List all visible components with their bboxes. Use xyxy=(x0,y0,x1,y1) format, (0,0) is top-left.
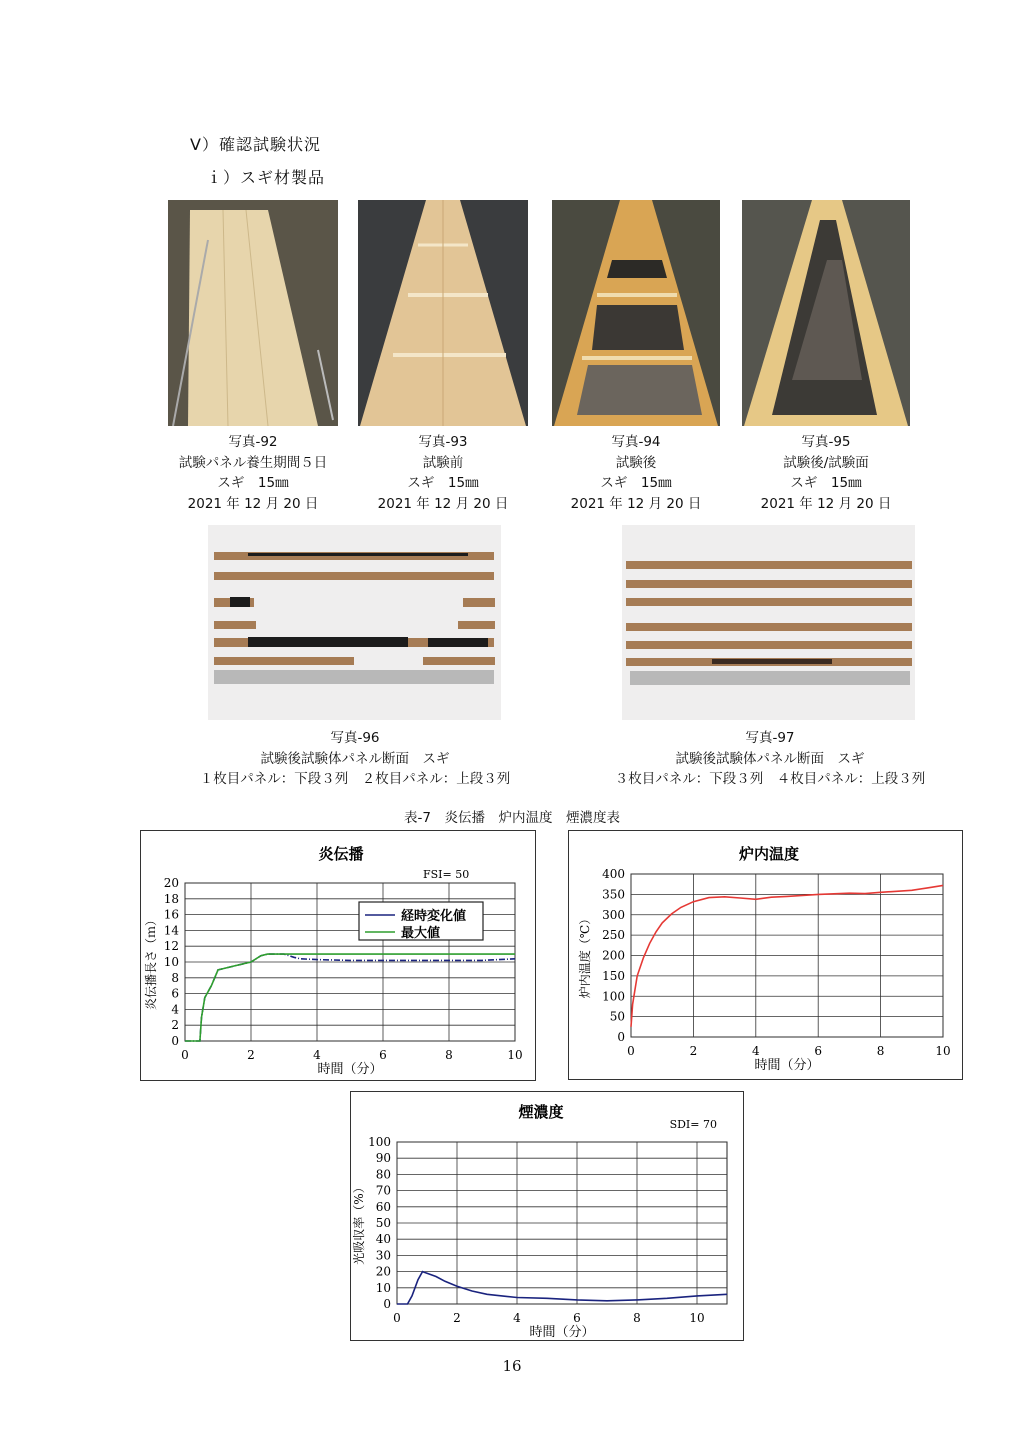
chart-title: 炉内温度 xyxy=(738,845,800,863)
photo-93-image xyxy=(358,200,528,426)
y-tick-label: 20 xyxy=(375,1264,391,1279)
y-tick-label: 100 xyxy=(368,1135,391,1149)
chart-title: 煙濃度 xyxy=(518,1103,564,1121)
caption-95-l2: スギ 15㎜ xyxy=(790,475,862,491)
subsection-heading: ｉ）スギ材製品 xyxy=(206,168,326,187)
photo-92-image xyxy=(168,200,338,426)
caption-94-no: 写真-94 xyxy=(611,434,661,450)
x-tick-label: 10 xyxy=(935,1044,951,1058)
caption-96-l2: １枚目パネル：下段３列 ２枚目パネル：上段３列 xyxy=(199,771,511,787)
chart-furnace-temp xyxy=(568,830,963,1080)
x-axis-label: 時間（分） xyxy=(317,1062,383,1077)
caption-96-l1: 試験後試験体パネル断面 スギ xyxy=(260,750,450,767)
chart-annotation: FSI= 50 xyxy=(423,868,470,881)
y-tick-label: 14 xyxy=(163,923,179,938)
y-tick-label: 12 xyxy=(163,939,179,954)
caption-97-l1: 試験後試験体パネル断面 スギ xyxy=(675,750,865,767)
chart-smoke-density xyxy=(350,1091,744,1341)
caption-95 xyxy=(742,432,910,514)
y-tick-label: 0 xyxy=(383,1297,391,1311)
chart-flame-spread-svg xyxy=(141,831,535,1080)
caption-93-no: 写真-93 xyxy=(418,434,468,450)
y-tick-label: 50 xyxy=(375,1216,391,1230)
y-tick-label: 40 xyxy=(375,1232,391,1247)
caption-92-l2: スギ 15㎜ xyxy=(217,475,289,491)
x-tick-label: 2 xyxy=(689,1044,698,1058)
caption-92-l3: 2021 年 12 月 20 日 xyxy=(187,495,319,512)
photo-94-image xyxy=(552,200,720,426)
y-tick-label: 0 xyxy=(171,1034,179,1048)
caption-97-no: 写真-97 xyxy=(745,730,795,746)
x-tick-label: 0 xyxy=(627,1044,635,1058)
y-tick-label: 150 xyxy=(602,968,625,983)
legend-label: 経時変化値 xyxy=(401,909,467,924)
y-tick-label: 60 xyxy=(375,1199,391,1214)
caption-94 xyxy=(552,432,720,514)
caption-93-l3: 2021 年 12 月 20 日 xyxy=(377,495,509,512)
caption-92-l1: 試験パネル養生期間５日 xyxy=(178,454,328,471)
y-tick-label: 2 xyxy=(171,1018,179,1033)
x-tick-label: 8 xyxy=(445,1048,453,1062)
photo-97 xyxy=(622,525,915,720)
x-tick-label: 0 xyxy=(181,1048,189,1062)
y-tick-label: 200 xyxy=(602,948,625,963)
page-number: 16 xyxy=(502,1357,522,1375)
x-tick-label: 4 xyxy=(751,1044,760,1058)
caption-93-l1: 試験前 xyxy=(422,454,464,471)
x-axis-label: 時間（分） xyxy=(754,1058,820,1073)
x-tick-label: 10 xyxy=(507,1048,523,1062)
x-tick-label: 6 xyxy=(379,1048,387,1062)
caption-93-l2: スギ 15㎜ xyxy=(407,475,479,491)
caption-94-l2: スギ 15㎜ xyxy=(600,475,672,491)
caption-95-l3: 2021 年 12 月 20 日 xyxy=(760,495,892,512)
chart-smoke-density-svg xyxy=(351,1092,743,1340)
y-tick-label: 4 xyxy=(171,1002,179,1017)
y-tick-label: 16 xyxy=(163,907,179,922)
photo-94 xyxy=(552,200,720,426)
photo-95-image xyxy=(742,200,910,426)
chart-title: 炎伝播 xyxy=(318,845,364,863)
y-tick-label: 6 xyxy=(171,986,179,1001)
photo-96-image xyxy=(208,525,501,720)
x-axis-label: 時間（分） xyxy=(529,1325,595,1340)
table-title: 表-7 炎伝播 炉内温度 煙濃度表 xyxy=(404,810,620,826)
photo-95 xyxy=(742,200,910,426)
y-tick-label: 400 xyxy=(602,867,625,881)
photo-96 xyxy=(208,525,501,720)
x-tick-label: 10 xyxy=(689,1311,705,1325)
x-tick-label: 8 xyxy=(633,1311,641,1325)
caption-97 xyxy=(555,728,985,790)
caption-95-no: 写真-95 xyxy=(801,434,851,450)
section-heading: Ⅴ）確認試験状況 xyxy=(190,135,321,154)
y-tick-label: 70 xyxy=(375,1183,391,1198)
y-tick-label: 80 xyxy=(375,1167,391,1182)
y-tick-label: 300 xyxy=(602,907,625,922)
y-tick-label: 10 xyxy=(375,1280,391,1295)
y-tick-label: 50 xyxy=(609,1009,625,1024)
y-tick-label: 90 xyxy=(375,1151,391,1166)
x-tick-label: 2 xyxy=(453,1311,461,1325)
caption-95-l1: 試験後/試験面 xyxy=(783,454,869,471)
caption-92-no: 写真-92 xyxy=(228,434,278,450)
y-axis-label: 光吸収率（%） xyxy=(352,1181,366,1265)
caption-97-l2: ３枚目パネル：下段３列 ４枚目パネル：上段３列 xyxy=(614,771,926,787)
y-axis-label: 炉内温度（℃） xyxy=(578,912,592,999)
y-tick-label: 8 xyxy=(171,970,179,985)
y-tick-label: 100 xyxy=(602,989,625,1004)
y-tick-label: 250 xyxy=(602,928,625,943)
x-tick-label: 4 xyxy=(313,1048,321,1062)
caption-94-l3: 2021 年 12 月 20 日 xyxy=(570,495,702,512)
chart-flame-spread xyxy=(140,830,536,1081)
caption-96-no: 写真-96 xyxy=(330,730,380,746)
caption-93 xyxy=(358,432,528,514)
x-tick-label: 4 xyxy=(513,1311,521,1325)
y-tick-label: 0 xyxy=(617,1030,625,1044)
legend-label: 最大値 xyxy=(401,926,441,941)
x-tick-label: 8 xyxy=(876,1044,885,1058)
x-tick-label: 6 xyxy=(814,1044,823,1058)
caption-96 xyxy=(140,728,570,790)
x-tick-label: 2 xyxy=(247,1048,255,1062)
photo-97-image xyxy=(622,525,915,720)
photo-92 xyxy=(168,200,338,426)
caption-94-l1: 試験後 xyxy=(615,454,657,471)
x-tick-label: 6 xyxy=(573,1311,581,1325)
photo-93 xyxy=(358,200,528,426)
y-axis-label: 炎伝播長さ（ｍ） xyxy=(144,913,158,1011)
y-tick-label: 30 xyxy=(375,1248,391,1263)
chart-furnace-temp-svg xyxy=(569,831,962,1079)
caption-92 xyxy=(168,432,338,514)
y-tick-label: 20 xyxy=(163,876,179,890)
chart-annotation: SDI= 70 xyxy=(669,1118,717,1131)
y-tick-label: 18 xyxy=(163,891,179,906)
y-tick-label: 10 xyxy=(163,955,179,969)
x-tick-label: 0 xyxy=(393,1311,401,1325)
y-tick-label: 350 xyxy=(602,887,625,902)
